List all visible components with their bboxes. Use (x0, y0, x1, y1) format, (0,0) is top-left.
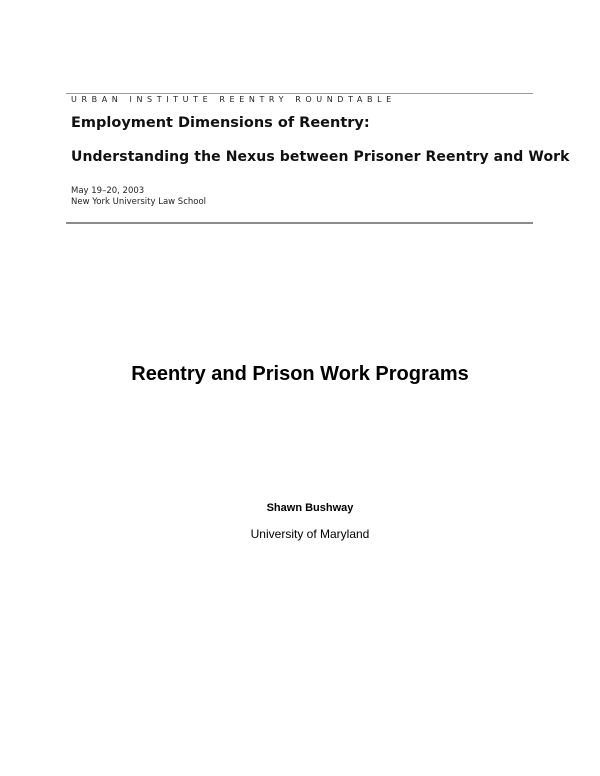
event-venue: New York University Law School (71, 197, 207, 207)
conference-title: Employment Dimensions of Reentry: (71, 115, 370, 131)
event-date: May 19–20, 2003 (71, 186, 145, 196)
paper-title: Reentry and Prison Work Programs (131, 363, 469, 385)
conference-subtitle: Understanding the Nexus between Prisoner Reentry and Work (71, 149, 570, 165)
header-bottom-rule (66, 222, 533, 224)
series-name: URBAN INSTITUTE REENTRY ROUNDTABLE (71, 95, 396, 104)
author-name: Shawn Bushway (266, 502, 354, 514)
header-top-rule (66, 93, 533, 94)
author-affiliation: University of Maryland (250, 527, 370, 541)
